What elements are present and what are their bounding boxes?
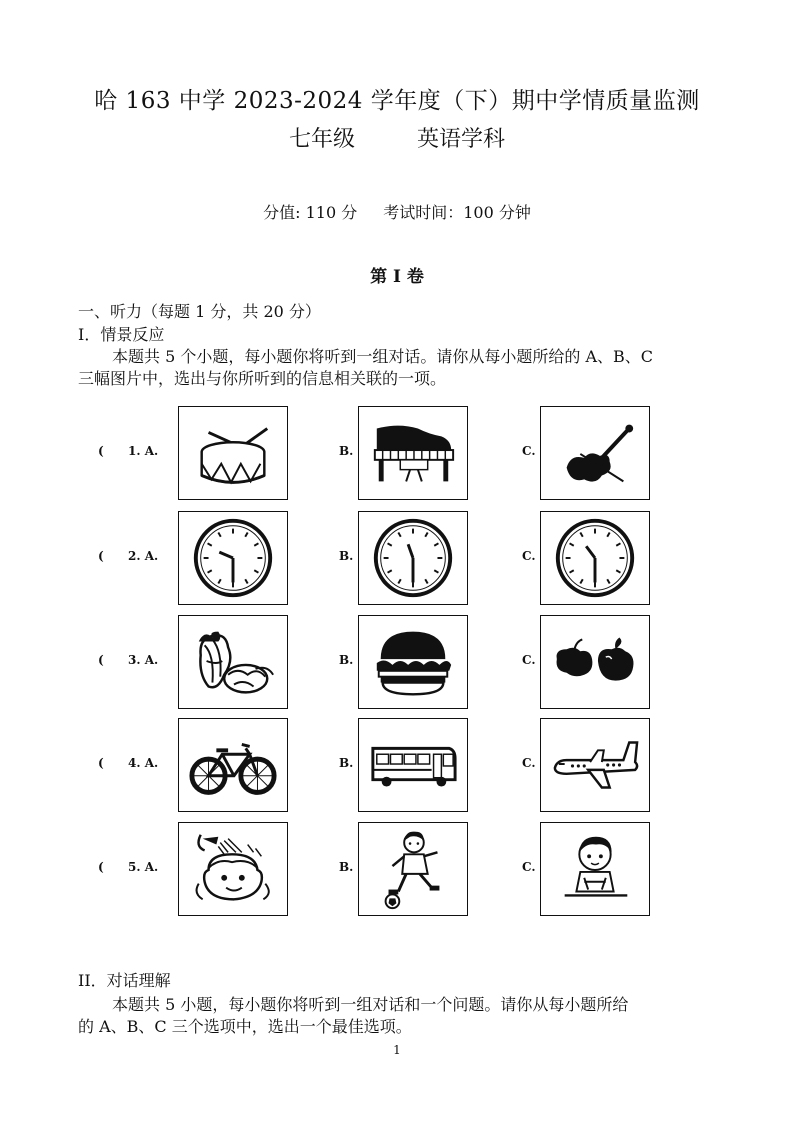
part1-instructions-line2: 三幅图片中，选出与你所听到的信息相关联的一项。: [78, 369, 447, 388]
bus-icon: [359, 719, 467, 811]
question-row-2: [0, 511, 794, 611]
apples-icon: [541, 616, 649, 708]
question-label-4: ( 4. A.: [98, 756, 159, 770]
hamburger-icon: [359, 616, 467, 708]
question-row-4: [0, 718, 794, 818]
option-a-2[interactable]: [178, 511, 288, 605]
option-c-label-5: C.: [522, 860, 536, 874]
question-label-1: ( 1. A.: [98, 444, 159, 458]
part2-instructions-line1: 本题共 5 小题，每小题你将听到一组对话和一个问题。请你从每小题所给: [112, 995, 629, 1014]
option-c-label-4: C.: [522, 756, 536, 770]
option-b-2[interactable]: [358, 511, 468, 605]
question-label-5: ( 5. A.: [98, 860, 159, 874]
clock-icon: [179, 512, 287, 604]
score-label: 分值: 110 分: [263, 203, 358, 222]
question-label-3: ( 3. A.: [98, 653, 159, 667]
boy-sitting-icon: [541, 823, 649, 915]
option-a-4[interactable]: [178, 718, 288, 812]
option-c-4[interactable]: [540, 718, 650, 812]
boy-soccer-icon: [359, 823, 467, 915]
exam-meta: [0, 200, 794, 223]
subject-label: 英语学科: [417, 127, 506, 152]
option-a-3[interactable]: [178, 615, 288, 709]
option-c-3[interactable]: [540, 615, 650, 709]
violin-icon: [541, 407, 649, 499]
option-c-1[interactable]: [540, 406, 650, 500]
exam-title: 哈 163 中学 2023-2024 学年度（下）期中学情质量监测: [94, 88, 700, 114]
option-c-label-3: C.: [522, 653, 536, 667]
exam-subtitle: [0, 122, 794, 153]
part1-instructions: [78, 346, 728, 390]
option-b-4[interactable]: [358, 718, 468, 812]
option-c-5[interactable]: [540, 822, 650, 916]
time-label: 考试时间：100 分钟: [383, 203, 531, 222]
option-c-2[interactable]: [540, 511, 650, 605]
vegetables-icon: [179, 616, 287, 708]
question-row-1: [0, 406, 794, 506]
part1-heading: I．情景反应: [78, 325, 165, 344]
option-b-label-1: B.: [339, 444, 354, 458]
question-row-5: [0, 822, 794, 922]
question-row-3: [0, 615, 794, 715]
option-a-1[interactable]: [178, 406, 288, 500]
section-heading-listening: 一、听力（每题 1 分，共 20 分）: [78, 302, 321, 321]
option-b-label-5: B.: [339, 860, 354, 874]
part1-instructions-line1: 本题共 5 个小题，每小题你将听到一组对话。请你从每小题所给的 A、B、C: [112, 347, 653, 366]
option-b-3[interactable]: [358, 615, 468, 709]
option-b-label-3: B.: [339, 653, 354, 667]
bicycle-icon: [179, 719, 287, 811]
option-b-label-4: B.: [339, 756, 354, 770]
part2-heading: II．对话理解: [78, 971, 171, 990]
drum-icon: [179, 407, 287, 499]
piano-icon: [359, 407, 467, 499]
volume-heading: 第 I 卷: [370, 267, 424, 287]
option-b-label-2: B.: [339, 549, 354, 563]
option-b-5[interactable]: [358, 822, 468, 916]
grade-label: 七年级: [288, 127, 355, 152]
question-label-2: ( 2. A.: [98, 549, 159, 563]
part2-instructions: [78, 994, 728, 1038]
part2-instructions-line2: 的 A、B、C 三个选项中，选出一个最佳选项。: [78, 1017, 412, 1036]
shower-girl-icon: [179, 823, 287, 915]
option-c-label-2: C.: [522, 549, 536, 563]
page-number: 1: [393, 1043, 401, 1057]
clock-icon: [541, 512, 649, 604]
airplane-icon: [541, 719, 649, 811]
clock-icon: [359, 512, 467, 604]
option-a-5[interactable]: [178, 822, 288, 916]
option-c-label-1: C.: [522, 444, 536, 458]
option-b-1[interactable]: [358, 406, 468, 500]
